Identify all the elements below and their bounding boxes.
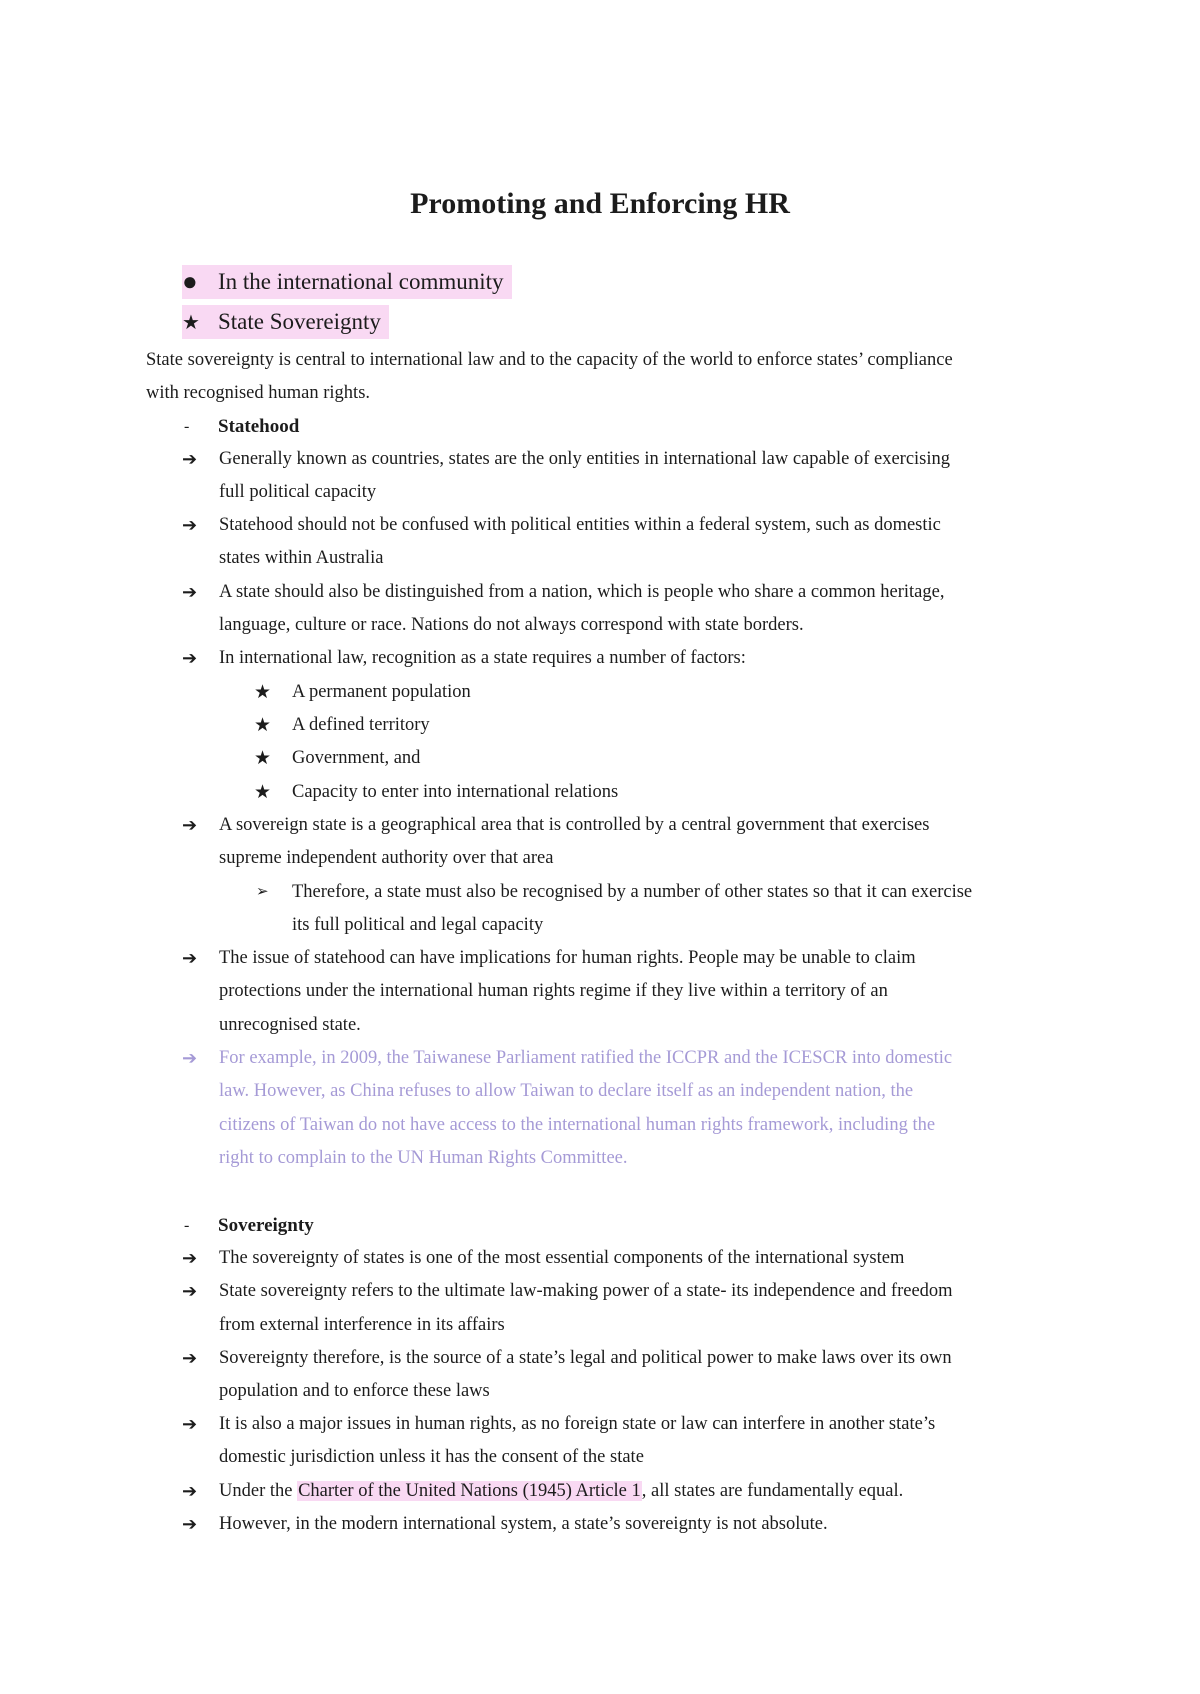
- subheading-statehood: Statehood: [218, 416, 300, 437]
- example-text: right to complain to the UN Human Rights Committee.: [219, 1148, 628, 1168]
- bullet-dot-icon: ●: [182, 267, 198, 296]
- bullet-text: full political capacity: [219, 482, 377, 502]
- arrow-icon: ➔: [182, 815, 198, 835]
- star-icon: ★: [254, 748, 272, 769]
- bullet-text: Statehood should not be confused with political entities within a federal system, such as domestic: [219, 515, 941, 535]
- bullet-text: The issue of statehood can have implications for human rights. People may be unable to claim: [219, 948, 916, 968]
- bullet-text: Sovereignty therefore, is the source of a state’s legal and political power to make laws over its own: [219, 1348, 952, 1368]
- star-icon: ★: [254, 715, 272, 736]
- factor-item: Capacity to enter into international relations: [292, 782, 619, 802]
- heading-state-sovereignty: [182, 305, 389, 339]
- bullet-text: supreme independent authority over that area: [219, 848, 554, 868]
- intro-line: with recognised human rights.: [146, 383, 371, 403]
- bullet-text: from external interference in its affairs: [219, 1315, 505, 1335]
- arrow-icon: ➔: [182, 1281, 198, 1301]
- bullet-text: State sovereignty refers to the ultimate law-making power of a state- its independence and freedom: [219, 1281, 953, 1301]
- bullet-text: domestic jurisdiction unless it has the consent of the state: [219, 1447, 644, 1467]
- arrow-icon: ➔: [182, 582, 198, 602]
- bullet-text: population and to enforce these laws: [219, 1381, 490, 1401]
- star-icon: ★: [182, 311, 200, 334]
- triangle-arrow-icon: ➢: [256, 884, 269, 900]
- factor-item: Government, and: [292, 748, 421, 768]
- bullet-text: unrecognised state.: [219, 1015, 361, 1035]
- text-run: Under the: [219, 1481, 298, 1501]
- factor-item: A permanent population: [292, 682, 471, 702]
- factor-item: A defined territory: [292, 715, 430, 735]
- arrow-icon: ➔: [182, 948, 198, 968]
- heading-international-community: [182, 265, 512, 299]
- bullet-text: protections under the international human rights regime if they live within a territory of an: [219, 981, 888, 1001]
- example-text: citizens of Taiwan do not have access to the international human rights framework, including the: [219, 1115, 936, 1135]
- bullet-text: In international law, recognition as a state requires a number of factors:: [219, 648, 746, 668]
- example-text: For example, in 2009, the Taiwanese Parliament ratified the ICCPR and the ICESCR into domestic: [219, 1048, 953, 1068]
- intro-line: State sovereignty is central to international law and to the capacity of the world to enforce states’ compliance: [146, 350, 953, 370]
- bullet-text: However, in the modern international system, a state’s sovereignty is not absolute.: [219, 1514, 828, 1534]
- arrow-icon: ➔: [182, 1248, 198, 1268]
- arrow-icon: ➔: [182, 1514, 198, 1534]
- bullet-text: The sovereignty of states is one of the most essential components of the international system: [219, 1248, 905, 1268]
- arrow-icon: ➔: [182, 449, 198, 469]
- bullet-text: [219, 1475, 903, 1508]
- arrow-icon: ➔: [182, 1348, 198, 1368]
- arrow-icon: ➔: [182, 1481, 198, 1501]
- star-icon: ★: [254, 782, 272, 803]
- heading-label: In the international community: [218, 269, 504, 294]
- sub-bullet-text: its full political and legal capacity: [292, 915, 544, 935]
- bullet-text: language, culture or race. Nations do not always correspond with state borders.: [219, 615, 804, 635]
- subheading-sovereignty: Sovereignty: [218, 1215, 314, 1236]
- page-title: Promoting and Enforcing HR: [410, 187, 790, 220]
- dash-icon: -: [184, 418, 190, 435]
- bullet-text: Generally known as countries, states are the only entities in international law capable of exercising: [219, 449, 951, 469]
- bullet-text: states within Australia: [219, 548, 384, 568]
- bullet-text: It is also a major issues in human rights, as no foreign state or law can interfere in another state’s: [219, 1414, 936, 1434]
- bullet-text: A sovereign state is a geographical area that is controlled by a central government that exercises: [219, 815, 930, 835]
- arrow-icon: ➔: [182, 515, 198, 535]
- arrow-icon: ➔: [182, 648, 198, 668]
- sub-bullet-text: Therefore, a state must also be recognised by a number of other states so that it can exercise: [292, 882, 973, 902]
- example-text: law. However, as China refuses to allow Taiwan to declare itself as an independent nation, the: [219, 1081, 914, 1101]
- arrow-icon: ➔: [182, 1414, 198, 1434]
- dash-icon: -: [184, 1217, 190, 1234]
- text-run: , all states are fundamentally equal.: [641, 1481, 904, 1501]
- bullet-text: A state should also be distinguished from a nation, which is people who share a common heritage,: [219, 582, 945, 602]
- highlighted-citation: Charter of the United Nations (1945) Article 1: [298, 1481, 641, 1501]
- arrow-icon: ➔: [182, 1048, 198, 1068]
- star-icon: ★: [254, 682, 272, 703]
- heading-label: State Sovereignty: [218, 309, 381, 334]
